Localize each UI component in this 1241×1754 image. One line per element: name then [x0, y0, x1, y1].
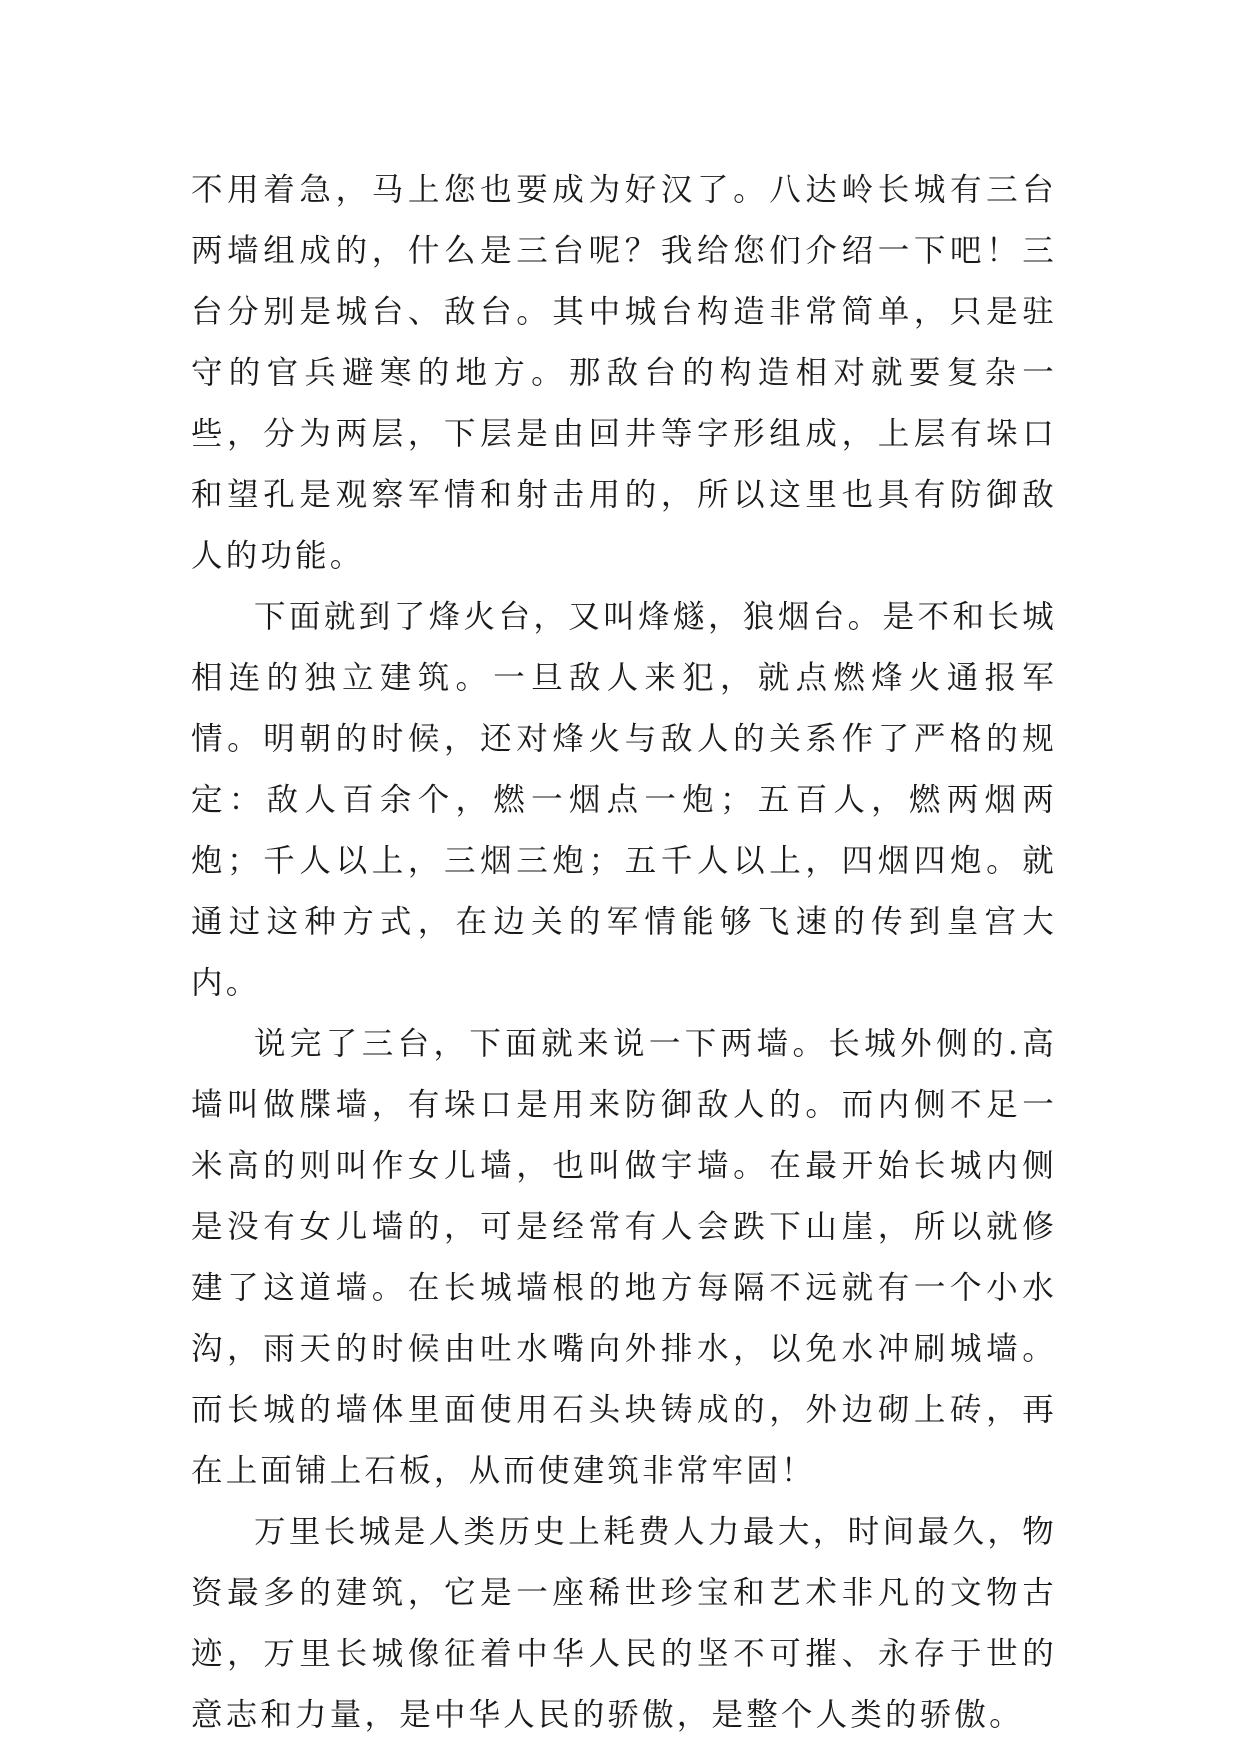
paragraph-3: 说完了三台，下面就来说一下两墙。长城外侧的.高墙叫做牒墙，有垛口是用来防御敌人的。而内侧不足一米高的则叫作女儿墙，也叫做宇墙。在最开始长城内侧是没有女儿墙的，可是经常有人会跌下山崖，所以就修建了这道墙。在长城墙根的地方每隔不远就有一个小水沟，雨天的时候由吐水嘴向外排水，以免水冲刷城墙。而长城的墙体里面使用石头块铸成的，外边砌上砖，再在上面铺上石板，从而使建筑非常牢固！ — [191, 1026, 1057, 1489]
document-body — [191, 160, 1057, 1746]
paragraph-4: 万里长城是人类历史上耗费人力最大，时间最久，物资最多的建筑，它是一座稀世珍宝和艺术非凡的文物古迹，万里长城像征着中华人民的坚不可摧、永存于世的意志和力量，是中华人民的骄傲，是整个人类的骄傲。 — [191, 1514, 1057, 1733]
paragraph-1: 不用着急，马上您也要成为好汉了。八达岭长城有三台两墙组成的，什么是三台呢？我给您们介绍一下吧！三台分别是城台、敌台。其中城台构造非常简单，只是驻守的官兵避寒的地方。那敌台的构造相对就要复杂一些，分为两层，下层是由回井等字形组成，上层有垛口和望孔是观察军情和射击用的，所以这里也具有防御敌人的功能。 — [191, 172, 1057, 574]
paragraph-2: 下面就到了烽火台，又叫烽燧，狼烟台。是不和长城相连的独立建筑。一旦敌人来犯，就点燃烽火通报军情。明朝的时候，还对烽火与敌人的关系作了严格的规定：敌人百余个，燃一烟点一炮；五百人，燃两烟两炮；千人以上，三烟三炮；五千人以上，四烟四炮。就通过这种方式，在边关的军情能够飞速的传到皇宫大内。 — [191, 599, 1057, 1001]
